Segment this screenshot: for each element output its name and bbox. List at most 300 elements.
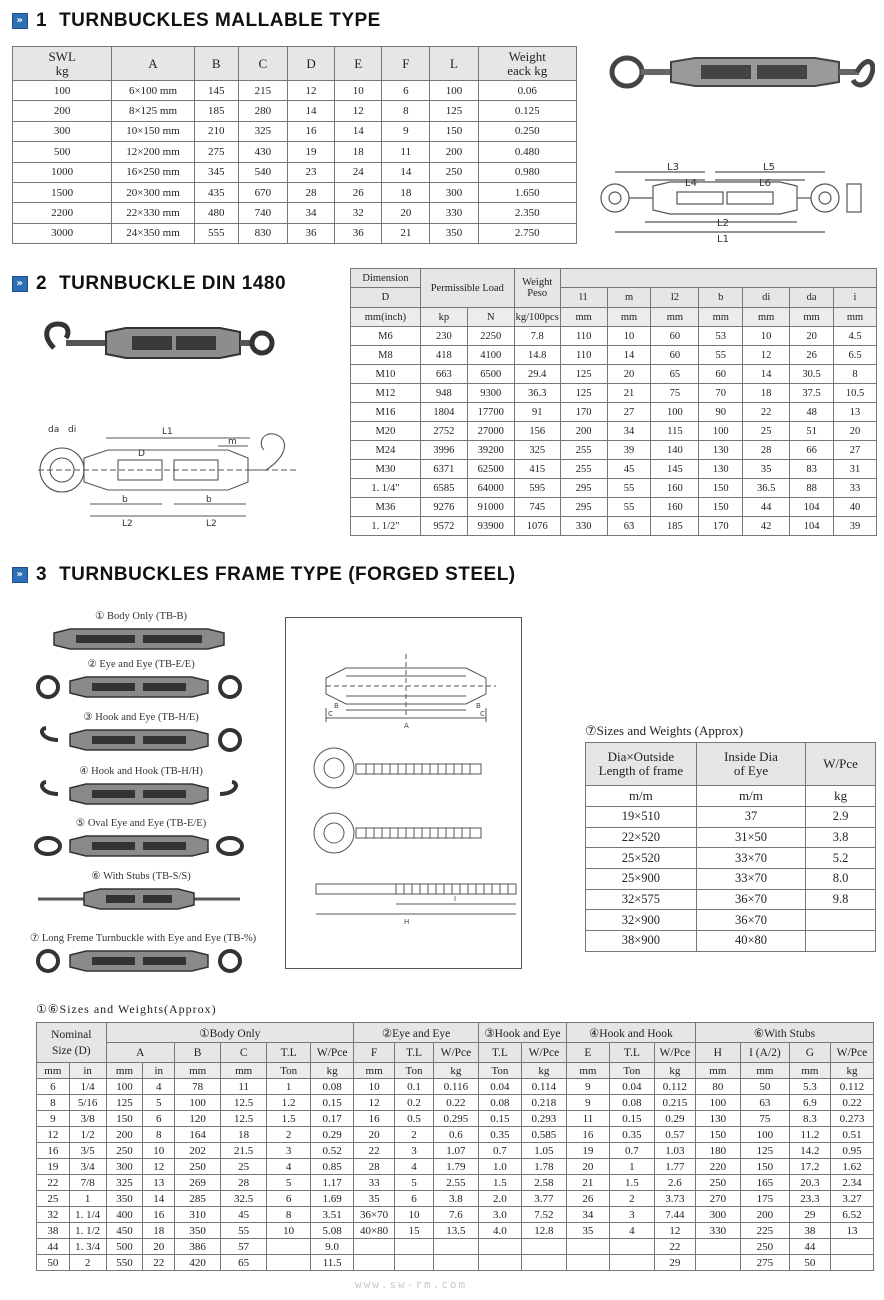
table-cell: 156 xyxy=(514,422,560,441)
din1480-spec-table xyxy=(350,268,877,536)
table-cell: 100 xyxy=(430,81,478,101)
table-cell: 1500 xyxy=(13,182,112,202)
table-cell: 350 xyxy=(106,1191,143,1207)
table-cell: 16 xyxy=(37,1143,70,1159)
bullet-icon: » xyxy=(12,13,28,29)
malleable-dimension-drawing xyxy=(595,158,880,244)
table-row xyxy=(13,81,577,101)
table-cell: 1.07 xyxy=(433,1143,478,1159)
table-cell: 20.3 xyxy=(789,1175,830,1191)
frame-type-illustration xyxy=(34,779,244,809)
table-cell: 0.85 xyxy=(311,1159,354,1175)
table-cell: 210 xyxy=(194,121,238,141)
diagram-label-l2: L2 xyxy=(206,519,217,529)
table-cell: 18 xyxy=(743,384,790,403)
table-cell: 29 xyxy=(789,1207,830,1223)
section-title: TURNBUCKLES MALLABLE TYPE xyxy=(59,10,381,31)
table-cell: 500 xyxy=(13,142,112,162)
table-cell: 2250 xyxy=(467,327,514,346)
table-cell: 0.480 xyxy=(478,142,576,162)
table-cell: 3.8 xyxy=(806,827,876,848)
table-cell: 91 xyxy=(514,403,560,422)
table-cell: 14.2 xyxy=(789,1143,830,1159)
table-cell: 100 xyxy=(695,1095,740,1111)
table-cell: 22 xyxy=(143,1255,175,1271)
table-cell: 150 xyxy=(699,479,743,498)
table-cell: 2.34 xyxy=(830,1175,873,1191)
table-cell: 386 xyxy=(175,1239,221,1255)
table-cell: 130 xyxy=(695,1111,740,1127)
table-cell: 140 xyxy=(651,441,699,460)
table-cell: 104 xyxy=(790,517,834,536)
table-cell: 6.9 xyxy=(789,1095,830,1111)
table-cell xyxy=(609,1239,654,1255)
table-cell: 7.8 xyxy=(514,327,560,346)
table-cell: 130 xyxy=(699,460,743,479)
table-cell: 0.22 xyxy=(433,1095,478,1111)
frame-type-label: ③ Hook and Eye (TB-H/E) xyxy=(83,712,199,723)
table-cell: 21 xyxy=(607,384,651,403)
unit-cell: mm xyxy=(566,1063,609,1079)
table-cell: 120 xyxy=(175,1111,221,1127)
table-cell: 6 xyxy=(143,1111,175,1127)
table-cell: 250 xyxy=(740,1239,789,1255)
table-cell: 20 xyxy=(790,327,834,346)
table-cell: 5.2 xyxy=(806,848,876,869)
table-cell: 12 xyxy=(335,101,382,121)
table-cell xyxy=(395,1239,434,1255)
table-cell: 60 xyxy=(651,346,699,365)
table-cell: 28 xyxy=(743,441,790,460)
table-cell: 555 xyxy=(194,223,238,243)
table-row xyxy=(37,1143,874,1159)
column-header: di xyxy=(743,288,790,308)
table-cell: 1000 xyxy=(13,162,112,182)
table-cell: 4.5 xyxy=(834,327,877,346)
table-cell: 3.8 xyxy=(433,1191,478,1207)
table-row xyxy=(586,869,876,890)
column-header: da xyxy=(790,288,834,308)
column-header: Inside Dia of Eye xyxy=(696,743,806,786)
column-header: W/Pce xyxy=(830,1043,873,1063)
table-cell: 4 xyxy=(609,1223,654,1239)
table-cell: 13 xyxy=(830,1223,873,1239)
column-header: F xyxy=(354,1043,395,1063)
table-cell: 44 xyxy=(789,1239,830,1255)
table-cell: 4 xyxy=(267,1159,311,1175)
table-cell: 0.22 xyxy=(830,1095,873,1111)
table-row xyxy=(351,460,877,479)
group-header: ④Hook and Hook xyxy=(566,1023,695,1043)
table-cell: 2.55 xyxy=(433,1175,478,1191)
table-cell: 21 xyxy=(566,1175,609,1191)
table-cell: 10 xyxy=(743,327,790,346)
table-cell: 1.5 xyxy=(267,1111,311,1127)
unit-row xyxy=(351,308,877,327)
table-cell: 0.980 xyxy=(478,162,576,182)
table-cell: 8.0 xyxy=(806,869,876,890)
table-cell: 13.5 xyxy=(433,1223,478,1239)
frame-type-list xyxy=(18,600,268,980)
table-cell: 35 xyxy=(743,460,790,479)
table-cell: 0.295 xyxy=(433,1111,478,1127)
table-cell: 36.3 xyxy=(514,384,560,403)
long-frame-sizes-caption: ⑦Sizes and Weights (Approx) xyxy=(585,723,744,738)
table-cell: 14 xyxy=(743,365,790,384)
table-cell: 15 xyxy=(395,1223,434,1239)
table-cell: 2.58 xyxy=(521,1175,566,1191)
frame-type-illustration xyxy=(34,831,244,861)
table-cell: 300 xyxy=(430,182,478,202)
table-cell: 21.5 xyxy=(221,1143,267,1159)
diagram-label-l2: L2 xyxy=(717,218,729,229)
table-cell: 6.5 xyxy=(834,346,877,365)
frame-sizes-weights-table xyxy=(36,1022,874,1271)
table-cell: 1.650 xyxy=(478,182,576,202)
table-cell: 33×70 xyxy=(696,869,806,890)
table-cell: 295 xyxy=(560,479,607,498)
table-cell: 0.112 xyxy=(654,1079,695,1095)
table-row xyxy=(37,1255,874,1271)
table-cell: 20 xyxy=(834,422,877,441)
table-cell: 1 xyxy=(609,1159,654,1175)
table-cell xyxy=(395,1255,434,1271)
table-row xyxy=(37,1079,874,1095)
column-header: G xyxy=(789,1043,830,1063)
column-header: Weight eack kg xyxy=(478,47,576,81)
table-cell: 50 xyxy=(740,1079,789,1095)
header-weight: Weight Peso xyxy=(514,269,560,308)
table-cell: 25 xyxy=(743,422,790,441)
table-row xyxy=(13,121,577,141)
table-cell: 38×900 xyxy=(586,931,697,952)
table-cell: 269 xyxy=(175,1175,221,1191)
table-cell: 1.79 xyxy=(433,1159,478,1175)
table-cell: 18 xyxy=(382,182,430,202)
table-cell: 44 xyxy=(37,1239,70,1255)
diagram-label-l2: L2 xyxy=(122,519,133,529)
table-cell: 28 xyxy=(354,1159,395,1175)
table-cell xyxy=(521,1255,566,1271)
table-cell: 39 xyxy=(834,517,877,536)
table-cell: 663 xyxy=(420,365,467,384)
table-cell: 215 xyxy=(238,81,287,101)
table-cell: 175 xyxy=(740,1191,789,1207)
table-cell: 5 xyxy=(395,1175,434,1191)
table-cell: 0.29 xyxy=(654,1111,695,1127)
table-cell: 0.29 xyxy=(311,1127,354,1143)
table-cell: 25×900 xyxy=(586,869,697,890)
table-cell: 29 xyxy=(654,1255,695,1271)
frame-label-c: C xyxy=(328,710,333,718)
table-cell: 595 xyxy=(514,479,560,498)
table-cell: 275 xyxy=(194,142,238,162)
table-cell: 6 xyxy=(37,1079,70,1095)
table-cell: 0.15 xyxy=(609,1111,654,1127)
table-cell xyxy=(433,1239,478,1255)
table-cell: 250 xyxy=(106,1143,143,1159)
table-cell: 1.2 xyxy=(267,1095,311,1111)
diagram-label-m: m xyxy=(228,437,237,447)
table-cell: 100 xyxy=(740,1127,789,1143)
table-cell: 9 xyxy=(382,121,430,141)
table-row xyxy=(351,479,877,498)
table-cell: 26 xyxy=(335,182,382,202)
table-cell: 36 xyxy=(335,223,382,243)
table-cell xyxy=(566,1255,609,1271)
table-cell: 2.0 xyxy=(478,1191,521,1207)
table-cell: 37 xyxy=(696,807,806,828)
unit-cell: mm xyxy=(699,308,743,327)
unit-cell: N xyxy=(467,308,514,327)
table-cell: M16 xyxy=(351,403,421,422)
column-header: W/Pce xyxy=(806,743,876,786)
table-cell: 330 xyxy=(430,203,478,223)
table-cell: 5/16 xyxy=(69,1095,106,1111)
table-cell: 55 xyxy=(699,346,743,365)
table-cell: 0.95 xyxy=(830,1143,873,1159)
table-cell: 44 xyxy=(743,498,790,517)
table-cell: 125 xyxy=(106,1095,143,1111)
table-row xyxy=(351,517,877,536)
table-cell: 185 xyxy=(194,101,238,121)
diagram-label-b: b xyxy=(122,495,128,505)
table-cell xyxy=(695,1239,740,1255)
section-title: TURNBUCKLE DIN 1480 xyxy=(59,273,287,294)
frame-type-label: ① Body Only (TB-B) xyxy=(95,611,187,622)
table-cell: 12 xyxy=(654,1223,695,1239)
table-row xyxy=(37,1191,874,1207)
table-cell: 200 xyxy=(106,1127,143,1143)
table-cell: 45 xyxy=(221,1207,267,1223)
table-cell: 0.218 xyxy=(521,1095,566,1111)
sizes-weights-caption: ①⑥Sizes and Weights(Approx) xyxy=(36,1002,217,1016)
unit-cell: mm xyxy=(221,1063,267,1079)
table-cell: 20×300 mm xyxy=(112,182,194,202)
table-cell: 11 xyxy=(566,1111,609,1127)
table-row xyxy=(13,142,577,162)
table-cell: 20 xyxy=(382,203,430,223)
table-cell: 4.0 xyxy=(478,1223,521,1239)
table-cell: 745 xyxy=(514,498,560,517)
table-cell: 200 xyxy=(430,142,478,162)
table-cell: 26 xyxy=(566,1191,609,1207)
table-cell: 1/4 xyxy=(69,1079,106,1095)
table-cell: 12.8 xyxy=(521,1223,566,1239)
table-cell: 7/8 xyxy=(69,1175,106,1191)
table-row xyxy=(586,931,876,952)
table-cell: 31×50 xyxy=(696,827,806,848)
table-cell: 78 xyxy=(175,1079,221,1095)
column-header: Dia×Outside Length of frame xyxy=(586,743,697,786)
table-row xyxy=(351,346,877,365)
column-header: T.L xyxy=(609,1043,654,1063)
table-cell: 225 xyxy=(740,1223,789,1239)
table-cell: 670 xyxy=(238,182,287,202)
table-cell: 12.5 xyxy=(221,1111,267,1127)
table-cell: 91000 xyxy=(467,498,514,517)
table-cell: 0.35 xyxy=(478,1127,521,1143)
table-cell: 250 xyxy=(175,1159,221,1175)
table-cell: 0.57 xyxy=(654,1127,695,1143)
table-cell: 8 xyxy=(267,1207,311,1223)
table-cell: 2.750 xyxy=(478,223,576,243)
table-cell: 0.15 xyxy=(478,1111,521,1127)
table-cell: 1.03 xyxy=(654,1143,695,1159)
malleable-spec-table xyxy=(12,46,577,244)
table-cell: 3 xyxy=(267,1143,311,1159)
table-cell: 16 xyxy=(287,121,334,141)
table-cell: 65 xyxy=(651,365,699,384)
table-cell: 1. 1/2" xyxy=(351,517,421,536)
table-cell: 10×150 mm xyxy=(112,121,194,141)
table-row xyxy=(586,889,876,910)
table-cell: 280 xyxy=(238,101,287,121)
unit-header: m/m xyxy=(696,786,806,807)
table-cell: 250 xyxy=(695,1175,740,1191)
table-cell: 88 xyxy=(790,479,834,498)
column-header: T.L xyxy=(478,1043,521,1063)
table-row xyxy=(13,223,577,243)
table-cell: 1/2 xyxy=(69,1127,106,1143)
table-cell: 1. 1/4 xyxy=(69,1207,106,1223)
table-cell: 164 xyxy=(175,1127,221,1143)
table-cell: 550 xyxy=(106,1255,143,1271)
table-cell: 20 xyxy=(143,1239,175,1255)
table-cell: 250 xyxy=(430,162,478,182)
table-cell: 2 xyxy=(267,1127,311,1143)
table-cell: 6 xyxy=(382,81,430,101)
table-cell: 160 xyxy=(651,479,699,498)
group-header: ③Hook and Eye xyxy=(478,1023,566,1043)
table-cell: 200 xyxy=(740,1207,789,1223)
table-cell: 150 xyxy=(695,1127,740,1143)
table-cell: 57 xyxy=(221,1239,267,1255)
table-cell: 145 xyxy=(194,81,238,101)
table-cell: 3.27 xyxy=(830,1191,873,1207)
table-cell xyxy=(433,1255,478,1271)
table-cell: 30.5 xyxy=(790,365,834,384)
table-cell: 48 xyxy=(790,403,834,422)
unit-cell: mm xyxy=(743,308,790,327)
table-cell: 1.69 xyxy=(311,1191,354,1207)
table-cell: 200 xyxy=(13,101,112,121)
unit-cell: kg xyxy=(654,1063,695,1079)
table-cell xyxy=(354,1239,395,1255)
column-header: I (A/2) xyxy=(740,1043,789,1063)
table-cell: 125 xyxy=(430,101,478,121)
table-cell: 0.116 xyxy=(433,1079,478,1095)
table-cell: 20 xyxy=(607,365,651,384)
table-cell xyxy=(521,1239,566,1255)
column-header: F xyxy=(382,47,430,81)
table-cell: 310 xyxy=(175,1207,221,1223)
table-cell: 0.125 xyxy=(478,101,576,121)
table-cell: 66 xyxy=(790,441,834,460)
table-cell: 24×350 mm xyxy=(112,223,194,243)
table-cell: 13 xyxy=(834,403,877,422)
table-cell: M10 xyxy=(351,365,421,384)
table-cell: 6585 xyxy=(420,479,467,498)
table-cell: 10 xyxy=(267,1223,311,1239)
table-cell: 8 xyxy=(834,365,877,384)
table-cell: 10 xyxy=(354,1079,395,1095)
table-cell: 100 xyxy=(106,1079,143,1095)
table-cell: 32×575 xyxy=(586,889,697,910)
table-cell: 51 xyxy=(790,422,834,441)
table-cell: 14 xyxy=(335,121,382,141)
column-header: l2 xyxy=(651,288,699,308)
table-cell: 60 xyxy=(699,365,743,384)
table-cell: 80 xyxy=(695,1079,740,1095)
table-cell: 16×250 mm xyxy=(112,162,194,182)
table-cell: 39200 xyxy=(467,441,514,460)
table-cell xyxy=(806,931,876,952)
table-cell: 9300 xyxy=(467,384,514,403)
table-cell: 12 xyxy=(37,1127,70,1143)
table-cell xyxy=(267,1239,311,1255)
table-cell: 0.7 xyxy=(609,1143,654,1159)
section-number: 1 xyxy=(36,10,48,31)
table-cell: 160 xyxy=(651,498,699,517)
diagram-label-l5: L5 xyxy=(763,162,775,173)
table-cell: 20 xyxy=(354,1127,395,1143)
table-cell: 1.17 xyxy=(311,1175,354,1191)
table-cell: 0.08 xyxy=(478,1095,521,1111)
table-row xyxy=(13,182,577,202)
table-cell: 22×520 xyxy=(586,827,697,848)
table-cell: 19 xyxy=(287,142,334,162)
table-cell: 0.06 xyxy=(478,81,576,101)
table-cell: 53 xyxy=(699,327,743,346)
table-cell: 22 xyxy=(354,1143,395,1159)
table-cell: 1.77 xyxy=(654,1159,695,1175)
table-cell: 11 xyxy=(221,1079,267,1095)
table-cell: 3.77 xyxy=(521,1191,566,1207)
table-cell: 125 xyxy=(560,384,607,403)
column-header: A xyxy=(112,47,194,81)
table-cell: 3 xyxy=(395,1143,434,1159)
table-cell: 110 xyxy=(560,327,607,346)
table-cell: 9 xyxy=(37,1111,70,1127)
table-cell xyxy=(830,1255,873,1271)
table-cell xyxy=(478,1239,521,1255)
unit-cell: mm xyxy=(175,1063,221,1079)
diagram-label-l1: L1 xyxy=(717,234,729,244)
frame-type-illustration xyxy=(34,672,244,702)
table-cell: 65 xyxy=(221,1255,267,1271)
column-header: W/Pce xyxy=(433,1043,478,1063)
unit-cell: Ton xyxy=(395,1063,434,1079)
table-cell: 32 xyxy=(37,1207,70,1223)
diagram-label-l3: L3 xyxy=(667,162,679,173)
frame-label-c: C xyxy=(480,710,485,718)
table-cell: 6×100 mm xyxy=(112,81,194,101)
table-cell: 0.08 xyxy=(609,1095,654,1111)
table-cell: 170 xyxy=(699,517,743,536)
table-cell: 130 xyxy=(699,441,743,460)
column-header: W/Pce xyxy=(521,1043,566,1063)
table-cell: 8 xyxy=(37,1095,70,1111)
table-cell: 5.08 xyxy=(311,1223,354,1239)
frame-drawing-box xyxy=(285,617,522,969)
table-cell: 270 xyxy=(695,1191,740,1207)
table-cell: 14 xyxy=(382,162,430,182)
table-cell: 125 xyxy=(560,365,607,384)
table-cell: 22 xyxy=(37,1175,70,1191)
column-header: m xyxy=(607,288,651,308)
table-cell: 450 xyxy=(106,1223,143,1239)
